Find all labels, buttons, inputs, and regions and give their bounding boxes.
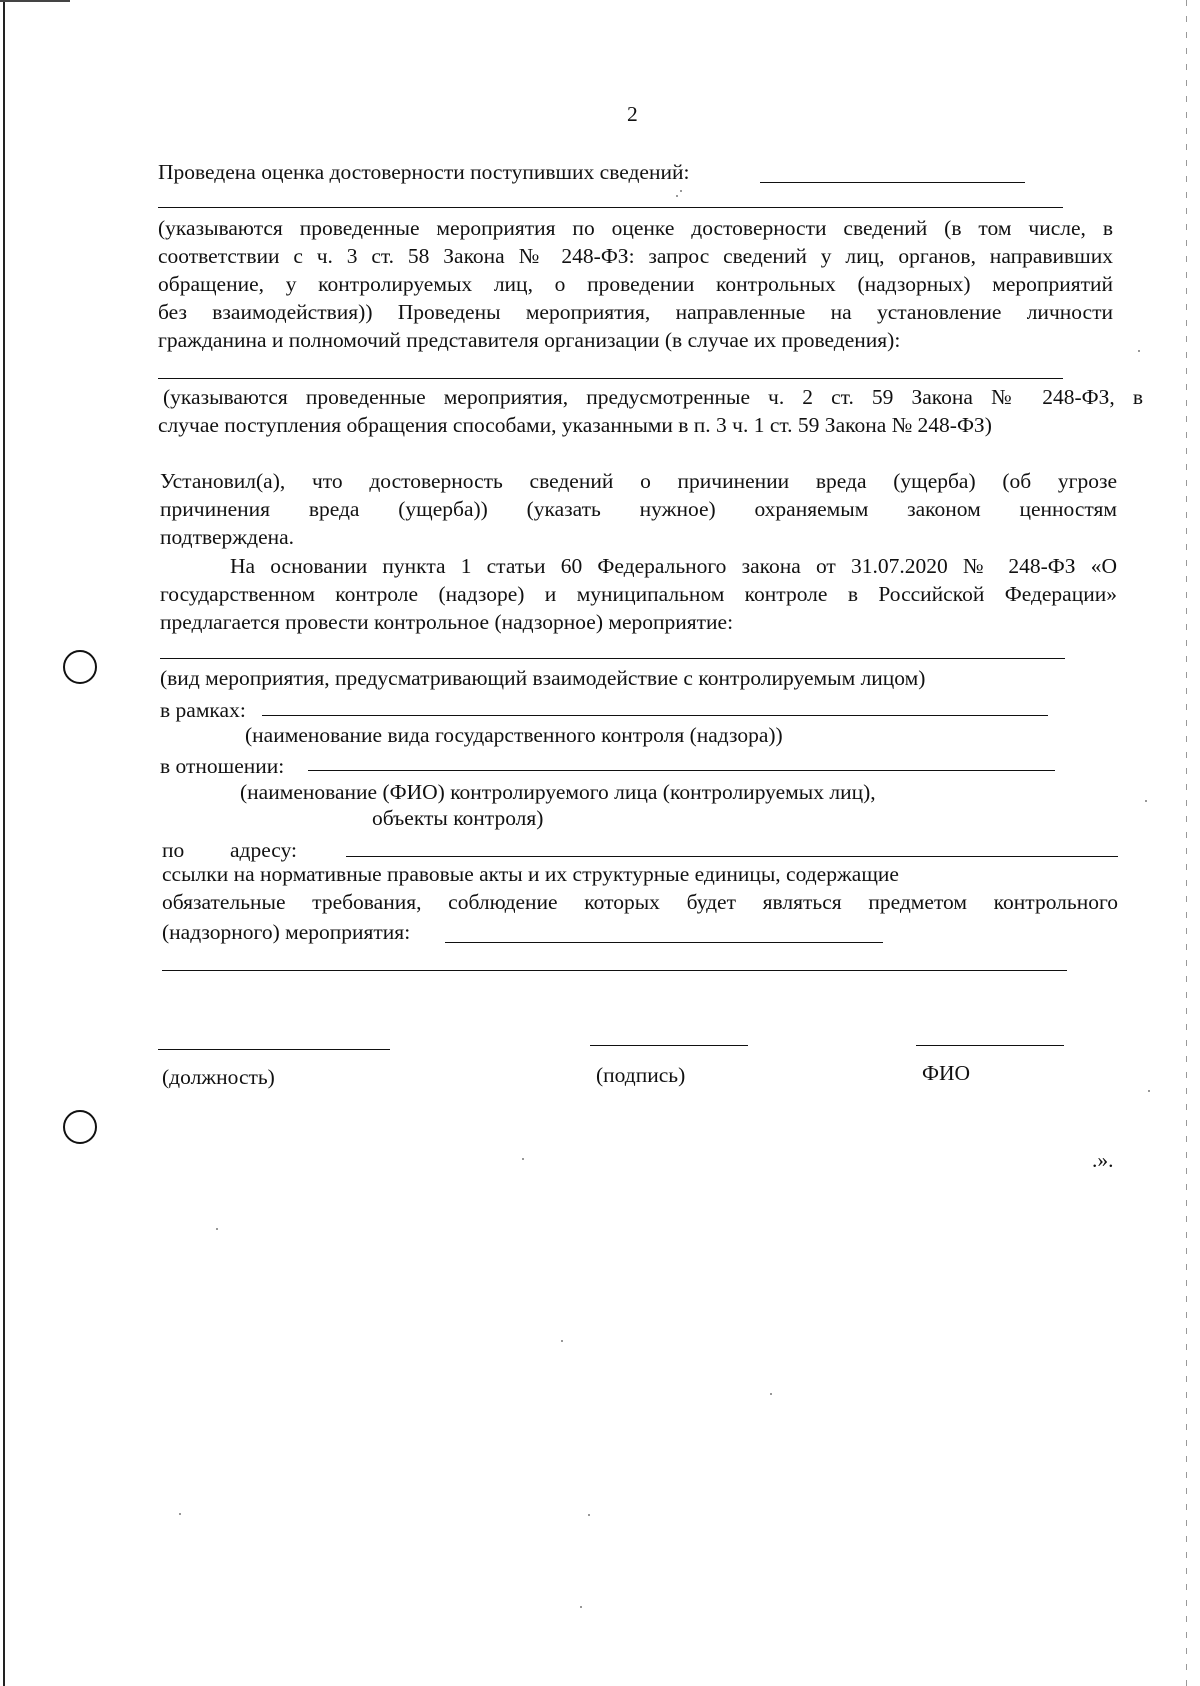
finding-line-3: подтверждена. (160, 525, 295, 549)
basis-line-1: На основании пункта 1 статьи 60 Федерального закона от 31.07.2020 № 248-ФЗ «О (230, 554, 1117, 578)
references-line-1: ссылки на нормативные правовые акты и их структурные единицы, содержащие (162, 862, 899, 886)
scan-speck (588, 1514, 590, 1516)
assessment-note-line-5: гражданина и полномочий представителя организации (в случае их проведения): (158, 328, 901, 352)
regarding-blank (308, 770, 1055, 771)
scan-speck (561, 1340, 563, 1342)
within-label: в рамках: (160, 698, 246, 722)
regarding-label: в отношении: (160, 754, 285, 778)
identity-blank-line (158, 378, 1063, 379)
assessment-note-line-3: обращение, у контролируемых лиц, о проведении контрольных (надзорных) мероприятий (158, 272, 1113, 296)
punch-hole-lower (63, 1110, 97, 1144)
basis-line-2: государственном контроле (надзоре) и муниципальном контроле в Российской Федерации» (160, 582, 1117, 606)
scan-speck (676, 195, 678, 197)
address-label-po: по (162, 838, 185, 862)
scan-speck (770, 1393, 772, 1395)
assessment-blank (760, 182, 1025, 183)
page-number: 2 (627, 102, 638, 126)
scan-left-edge (3, 0, 5, 1686)
scan-right-edge (1186, 0, 1187, 1686)
signature-line (590, 1045, 748, 1046)
scan-speck (522, 1158, 524, 1160)
finding-line-2: причинения вреда (ущерба)) (указать нужное) охраняемым законом ценностям (160, 497, 1117, 521)
references-blank (445, 942, 883, 943)
assessment-intro: Проведена оценка достоверности поступивших сведений: (158, 160, 690, 184)
assessment-note-line-2: соответствии с ч. 3 ст. 58 Закона № 248-ФЗ: запрос сведений у лиц, органов, направивших (158, 244, 1113, 268)
scan-speck (680, 190, 682, 192)
signature-caption: (подпись) (596, 1063, 686, 1087)
scan-speck (1148, 1090, 1150, 1092)
identity-note-line-2: случае поступления обращения способами, указанными в п. 3 ч. 1 ст. 59 Закона № 248-ФЗ) (158, 413, 992, 437)
references-blank-line (162, 970, 1067, 971)
assessment-note-line-1: (указываются проведенные мероприятия по оценке достоверности сведений (в том числе, в (158, 216, 1113, 240)
scan-speck (1145, 800, 1147, 802)
references-line-2: обязательные требования, соблюдение которых будет являться предметом контрольного (162, 890, 1118, 914)
closing-mark: .». (1092, 1148, 1114, 1172)
assessment-blank-line (158, 207, 1063, 208)
scan-speck (580, 1606, 582, 1608)
scan-top-edge (0, 0, 70, 2)
within-note: (наименование вида государственного контроля (надзора)) (245, 723, 783, 747)
event-type-note: (вид мероприятия, предусматривающий взаимодействие с контролируемым лицом) (160, 666, 926, 690)
name-line (916, 1045, 1064, 1046)
regarding-note-line-1: (наименование (ФИО) контролируемого лица (контролируемых лиц), (240, 780, 876, 804)
address-blank (346, 856, 1118, 857)
scan-speck (216, 1228, 218, 1230)
assessment-note-line-4: без взаимодействия)) Проведены мероприятия, направленные на установление личности (158, 300, 1113, 324)
basis-line-3: предлагается провести контрольное (надзорное) мероприятие: (160, 610, 734, 634)
scan-speck (179, 1513, 181, 1515)
regarding-note-line-2: объекты контроля) (372, 806, 544, 830)
scan-speck (1138, 350, 1140, 352)
identity-note-line-1: (указываются проведенные мероприятия, предусмотренные ч. 2 ст. 59 Закона № 248-ФЗ, в (163, 385, 1143, 409)
finding-line-1: Установил(а), что достоверность сведений о причинении вреда (ущерба) (об угрозе (160, 469, 1117, 493)
position-caption: (должность) (162, 1065, 275, 1089)
punch-hole-upper (63, 650, 97, 684)
address-label: адресу: (230, 838, 298, 862)
references-line-3: (надзорного) мероприятия: (162, 920, 411, 944)
position-line (158, 1049, 390, 1050)
within-blank (262, 715, 1048, 716)
name-caption: ФИО (922, 1061, 971, 1085)
event-type-blank-line (160, 658, 1065, 659)
